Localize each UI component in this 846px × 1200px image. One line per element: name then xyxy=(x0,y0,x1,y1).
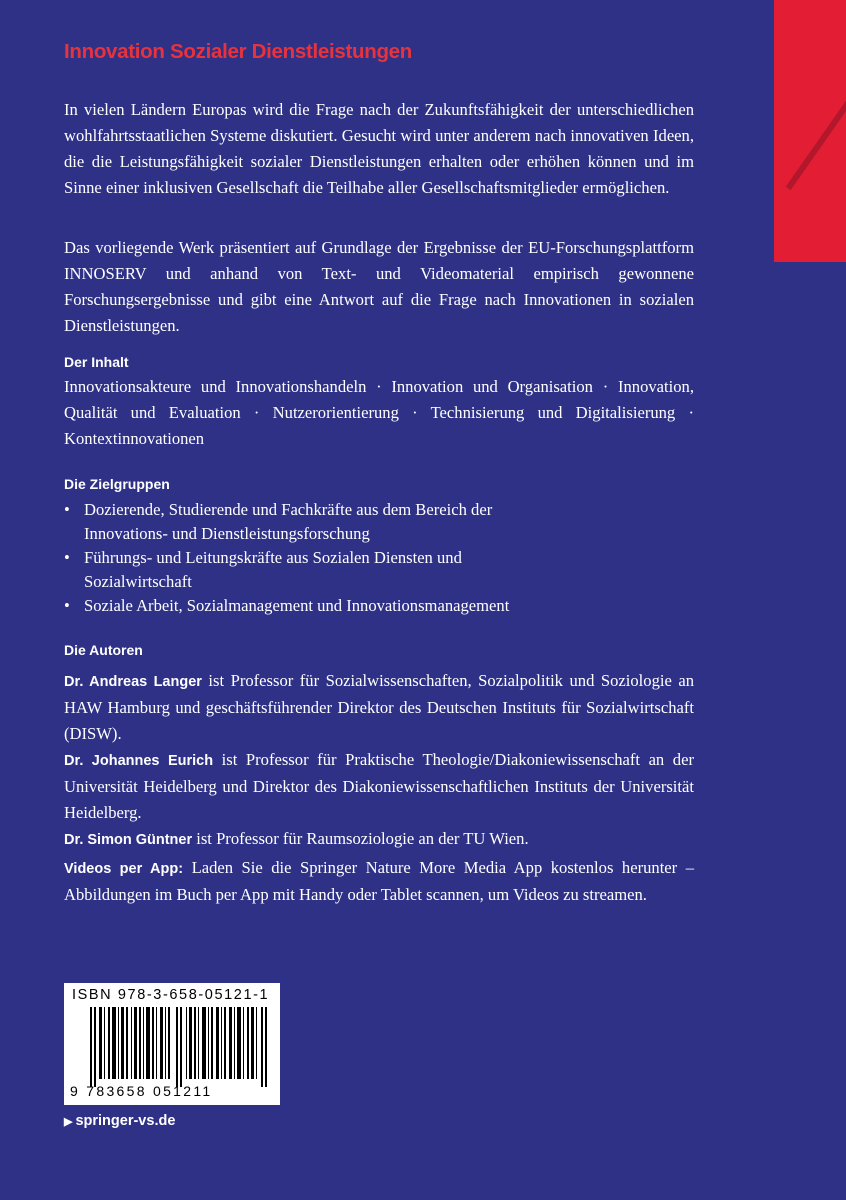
author-bio: ist Professor für Praktische Theologie/Diakoniewissenschaft an der Universität Heidelberg und Direktor des Diakoniewissenschaftlichen Instituts der Universität Heidelberg. xyxy=(64,750,694,822)
list-item-text: Soziale Arbeit, Sozialmanagement und Innovationsmanagement xyxy=(84,596,510,615)
isbn-barcode xyxy=(64,983,280,1105)
website-url: springer-vs.de xyxy=(75,1113,176,1129)
barcode-bars xyxy=(90,1007,268,1087)
isbn-label: ISBN 978-3-658-05121-1 xyxy=(72,987,270,1003)
list-item xyxy=(64,546,554,594)
list-item xyxy=(64,498,564,546)
bullet-icon: • xyxy=(64,596,70,615)
list-item-text: Führungs- und Leitungskräfte aus Sozialen Diensten und Sozialwirtschaft xyxy=(84,548,462,591)
barcode-digits: 9 783658 051211 xyxy=(70,1083,213,1099)
list-item xyxy=(64,594,694,618)
author-entry xyxy=(64,747,694,826)
author-entry xyxy=(64,668,694,747)
intro-paragraph-1: In vielen Ländern Europas wird die Frage nach der Zukunftsfähigkeit der unterschiedlichen wohlfahrtsstaatlichen Systeme diskutiert. Gesucht wird unter anderem nach innovativen Ideen, die die Leistungsfähigkeit sozialer Dienstleistungen erhalten oder erhöhen können und im Sinne einer inklusiven Gesellschaft die Teilhabe aller Gesellschaftsmitglieder ermöglichen. xyxy=(64,100,694,197)
inhalt-text: Innovationsakteure und Innovationshandeln · Innovation und Organisation · Innovation, Qualität und Evaluation · Nutzerorientierung · Technisierung und Digitalisierung · Kontextinnovationen xyxy=(64,377,694,448)
videos-note xyxy=(64,855,694,908)
bullet-icon: • xyxy=(64,500,70,519)
author-name: Dr. Simon Güntner xyxy=(64,832,193,848)
section-heading-inhalt: Der Inhalt xyxy=(64,354,129,370)
author-name: Dr. Johannes Eurich xyxy=(64,753,214,769)
author-entry xyxy=(64,826,694,853)
videos-text: Laden Sie die Springer Nature More Media App kostenlos herunter – Abbildungen im Buch per App mit Handy oder Tablet scannen, um Videos zu streamen. xyxy=(64,858,694,904)
book-title: Innovation Sozialer Dienstleistungen xyxy=(64,40,413,63)
zielgruppen-list xyxy=(64,498,694,618)
red-corner-tab xyxy=(774,0,846,262)
videos-lead: Videos per App: xyxy=(64,861,184,877)
author-name: Dr. Andreas Langer xyxy=(64,674,202,690)
intro-paragraph-2: Das vorliegende Werk präsentiert auf Grundlage der Ergebnisse der EU-Forschungsplattform INNOSERV und anhand von Text- und Videomaterial empirisch gewonnene Forschungsergebnisse und gibt eine Antwort auf die Frage nach Innovationen in sozialen Dienstleistungen. xyxy=(64,238,694,335)
list-item-text: Dozierende, Studierende und Fachkräfte aus dem Bereich der Innovations- und Dienstleistungsforschung xyxy=(84,500,493,543)
website-link[interactable] xyxy=(64,1113,175,1129)
section-heading-zielgruppen: Die Zielgruppen xyxy=(64,476,170,492)
author-bio: ist Professor für Sozialwissenschaften, Sozialpolitik und Soziologie an HAW Hamburg und geschäftsführender Direktor des Deutschen Instituts für Sozialwirtschaft (DISW). xyxy=(64,671,694,743)
bullet-icon: • xyxy=(64,548,70,567)
play-arrow-icon: ▶ xyxy=(64,1116,73,1128)
section-heading-autoren: Die Autoren xyxy=(64,642,143,658)
authors-block xyxy=(64,668,694,853)
author-bio: ist Professor für Raumsoziologie an der TU Wien. xyxy=(192,829,529,848)
decorative-stripe xyxy=(786,56,846,191)
